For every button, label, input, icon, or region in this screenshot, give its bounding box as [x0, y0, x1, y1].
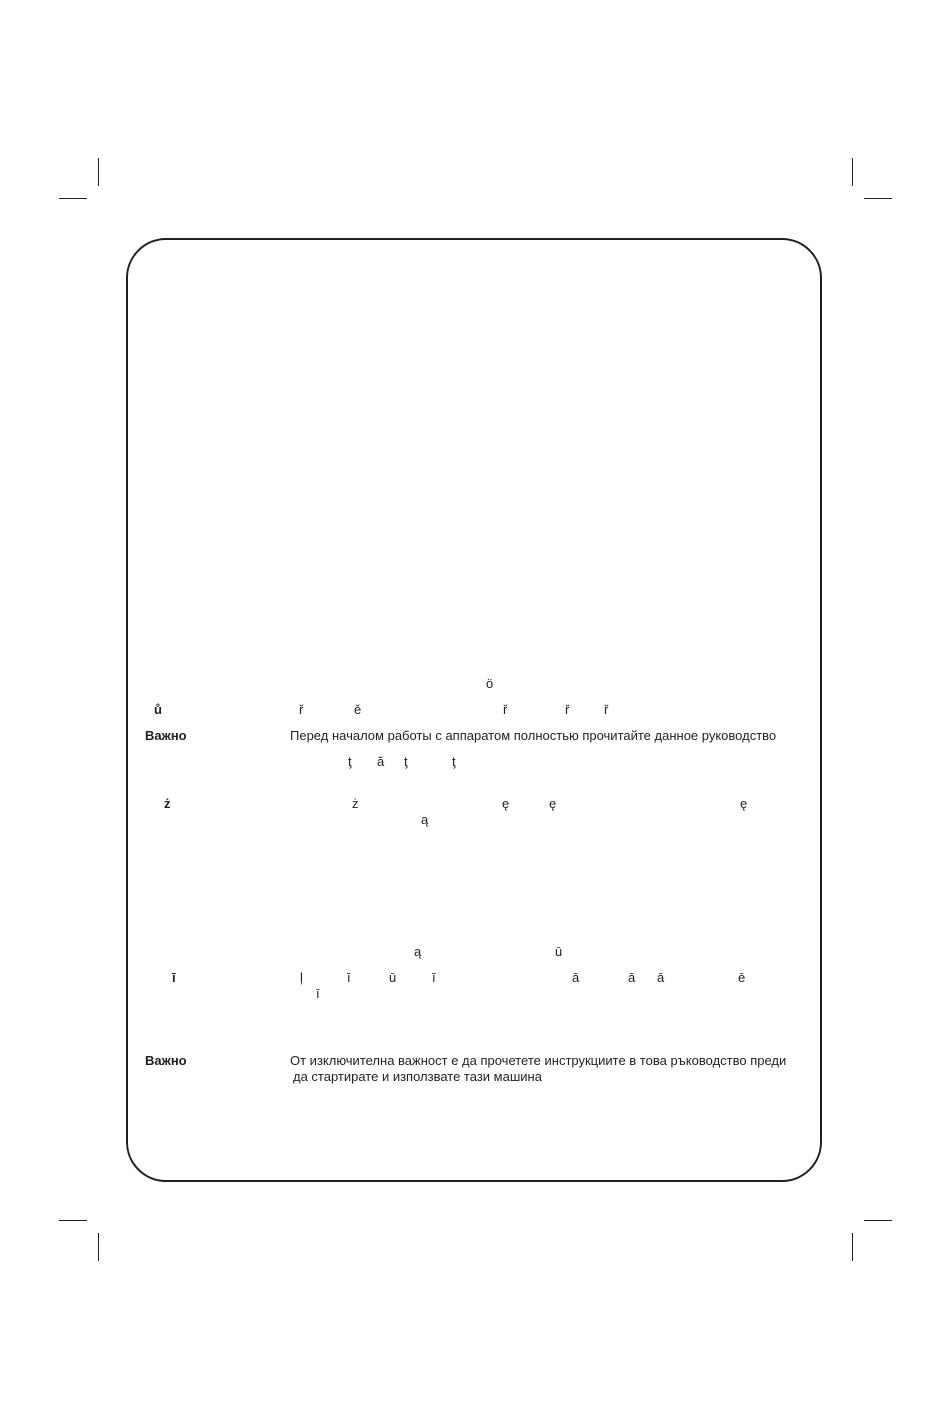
section1-row4-glyph: ę: [549, 796, 557, 811]
section2-important-line2: да стартирате и използвате тази машина: [293, 1069, 542, 1084]
section1-row1-label: ů: [154, 702, 162, 717]
section2-row1-glyph: ā: [572, 970, 580, 985]
section1-row1-glyph: ř: [604, 702, 609, 717]
page-frame: [126, 238, 822, 1182]
crop-mark-top-left-horizontal: [59, 198, 87, 199]
crop-mark-top-left-vertical: [98, 158, 99, 186]
section2-important-label: Важно: [145, 1053, 187, 1068]
section1-row1-glyph: ř: [565, 702, 570, 717]
section2-header-glyph: ą: [414, 944, 422, 959]
section2-important-line1: От изключителна важност е да прочетете инструкциите в това ръководство преди: [290, 1053, 787, 1068]
section1-row3-glyph: ţ: [348, 754, 352, 769]
section1-important-text: Перед началом работы с аппаратом полностью прочитайте данное руководство: [290, 728, 777, 743]
crop-mark-bottom-right-horizontal: [864, 1220, 892, 1221]
section2-row1-glyph: ā: [657, 970, 665, 985]
section1-row4-glyph: ż: [352, 796, 359, 811]
section2-row1-glyph: ē: [738, 970, 746, 985]
crop-mark-top-right-vertical: [852, 158, 853, 186]
section1-row1-glyph: ř: [503, 702, 508, 717]
section1-row4-glyph: ę: [740, 796, 748, 811]
section1-row3-glyph: ţ: [452, 754, 456, 769]
section1-row1-glyph: ř: [299, 702, 304, 717]
section1-row1-glyph: ě: [354, 702, 362, 717]
section1-row3-glyph: ţ: [404, 754, 408, 769]
section2-header-glyph: ū: [555, 944, 563, 959]
section2-row1-glyph: ī: [347, 970, 351, 985]
section1-important-label: Важно: [145, 728, 187, 743]
crop-mark-bottom-right-vertical: [852, 1233, 853, 1261]
crop-mark-bottom-left-vertical: [98, 1233, 99, 1261]
section1-row3-glyph: ă: [377, 754, 385, 769]
section1-row4b-glyph: ą: [421, 812, 429, 827]
section1-row4-glyph: ę: [502, 796, 510, 811]
section2-row1-glyph: ū: [389, 970, 397, 985]
section2-row1-glyph: ā: [628, 970, 636, 985]
section2-row1b-glyph: ī: [316, 986, 320, 1001]
section1-row4-label: ż: [164, 796, 171, 811]
crop-mark-bottom-left-horizontal: [59, 1220, 87, 1221]
section1-header-mark: ö: [486, 676, 494, 691]
section2-row1-label: ī: [172, 970, 176, 985]
section2-row1-glyph: ļ: [300, 970, 303, 985]
section2-row1-glyph: ī: [432, 970, 436, 985]
crop-mark-top-right-horizontal: [864, 198, 892, 199]
